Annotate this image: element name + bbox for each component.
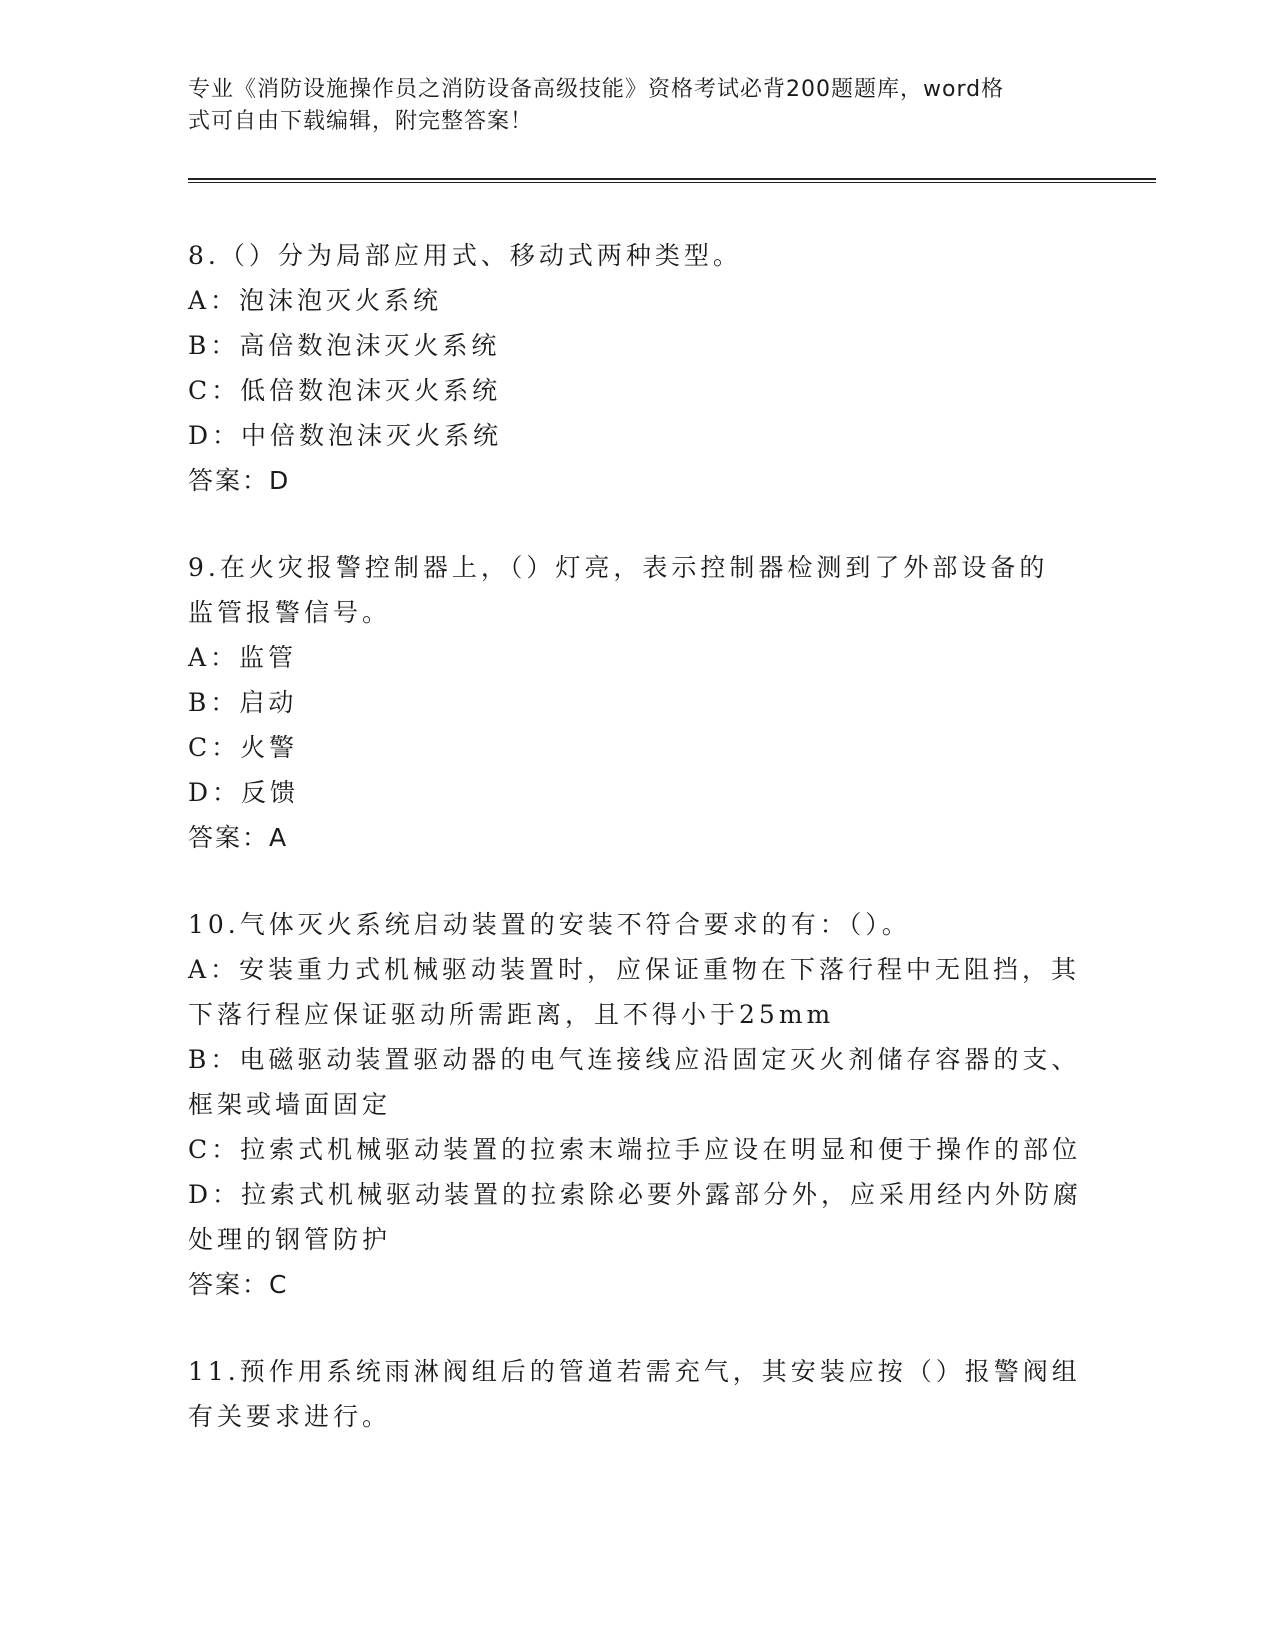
option-a: A：泡沫泡灭火系统 — [188, 286, 443, 315]
option-a: A：安装重力式机械驱动装置时，应保证重物在下落行程中无阻挡，其 — [188, 955, 1081, 984]
option-d-cont: 处理的钢管防护 — [188, 1225, 392, 1254]
header-divider — [188, 178, 1156, 183]
answer: 答案：A — [188, 823, 289, 852]
answer: 答案：C — [188, 1270, 289, 1299]
option-b: B：高倍数泡沫灭火系统 — [188, 331, 501, 360]
document-header — [188, 74, 1068, 138]
option-d: D：中倍数泡沫灭火系统 — [188, 421, 503, 450]
option-b: B：启动 — [188, 688, 298, 717]
question-stem: 9.在火灾报警控制器上，（）灯亮，表示控制器检测到了外部设备的 — [188, 553, 1049, 582]
option-b: B：电磁驱动装置驱动器的电气连接线应沿固定灭火剂储存容器的支、 — [188, 1045, 1081, 1074]
question-8 — [188, 233, 1088, 503]
option-a: A：监管 — [188, 643, 298, 672]
option-d: D：反馈 — [188, 778, 300, 807]
header-line-2: 式可自由下载编辑，附完整答案！ — [188, 109, 534, 134]
header-line-1: 专业《消防设施操作员之消防设备高级技能》资格考试必背200题题库，word格 — [188, 77, 1005, 102]
question-11 — [188, 1349, 1088, 1439]
question-stem: 10.气体灭火系统启动装置的安装不符合要求的有：（）。 — [188, 910, 911, 939]
option-c: C：低倍数泡沫灭火系统 — [188, 376, 502, 405]
question-stem-cont: 监管报警信号。 — [188, 598, 392, 627]
option-a-cont: 下落行程应保证驱动所需距离，且不得小于25mm — [188, 1000, 835, 1029]
option-d: D：拉索式机械驱动装置的拉索除必要外露部分外，应采用经内外防腐 — [188, 1180, 1083, 1209]
question-list — [188, 233, 1088, 1481]
question-9 — [188, 545, 1088, 860]
option-c: C：火警 — [188, 733, 299, 762]
question-stem: 11.预作用系统雨淋阀组后的管道若需充气，其安装应按（）报警阀组 — [188, 1357, 1081, 1386]
question-stem: 8.（）分为局部应用式、移动式两种类型。 — [188, 241, 742, 270]
answer: 答案：D — [188, 466, 291, 495]
option-b-cont: 框架或墙面固定 — [188, 1090, 392, 1119]
question-10 — [188, 902, 1088, 1307]
option-c: C：拉索式机械驱动装置的拉索末端拉手应设在明显和便于操作的部位 — [188, 1135, 1082, 1164]
question-stem-cont: 有关要求进行。 — [188, 1402, 392, 1431]
